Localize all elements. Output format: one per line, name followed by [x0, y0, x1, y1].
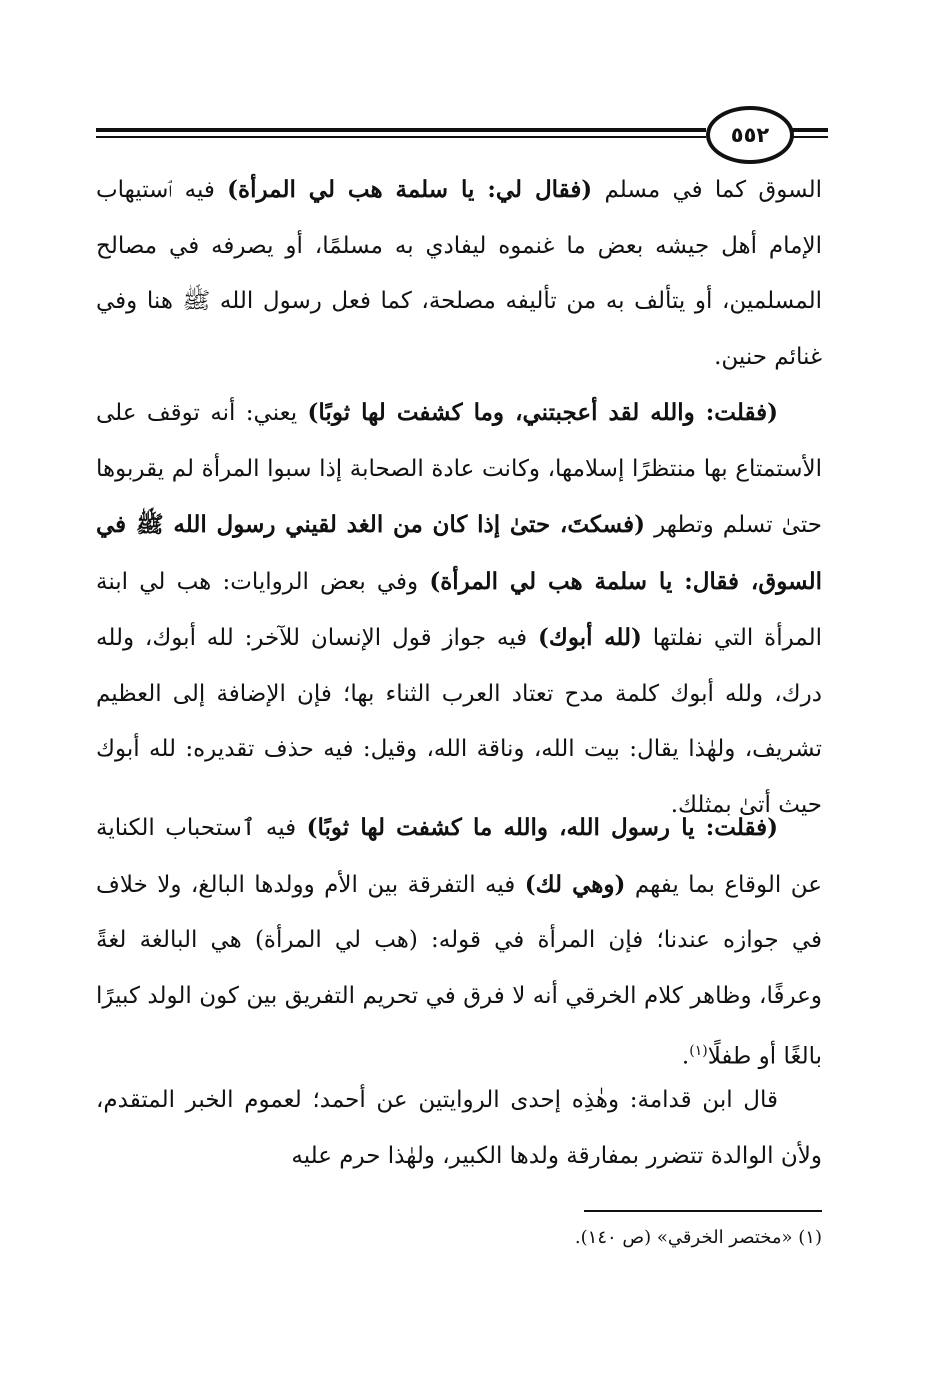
paragraph-1-text-2: فيه ٱستيهاب الإمام أهل جيشه بعض ما غنموه ليفادي به مسلمًا، أو يصرفه في مصالح المسلمين، أو يتألف به من تأليفه مصلحة، كما فعل رسول الله ﷺ هنا وفي غنائم حنين.: [96, 177, 822, 370]
paragraph-4: [96, 1073, 822, 1184]
paragraph-1: [96, 162, 822, 385]
paragraph-3-text-1: فيه ٱستحباب الكناية عن الوقاع بما يفهم: [96, 815, 822, 898]
paragraph-2-text-2: وفي بعض الروايات: هب لي ابنة المرأة التي نفلتها: [96, 568, 822, 651]
header-rule-thick: [96, 128, 706, 132]
header-rule-right-thick: [791, 128, 828, 132]
paragraph-2-quote-2: (فسكتَ، حتىٰ إذا كان من الغد لقيني رسول الله ﷺ في السوق، فقال: يا سلمة هب لي المرأة): [96, 511, 822, 595]
header-rule-thin: [96, 136, 706, 138]
paragraph-1-quote-1: (فقال لي: يا سلمة هب لي المرأة): [227, 176, 593, 203]
paragraph-4-text-1: قال ابن قدامة: وهٰذِه إحدى الروايتين عن أحمد؛ لعموم الخبر المتقدم، ولأن الوالدة تتضرر بمفارقة ولدها الكبير، ولهٰذا حرم عليه: [96, 1087, 822, 1169]
paragraph-3-quote-1: (فقلت: يا رسول الله، والله ما كشفت لها ثوبًا): [306, 814, 778, 841]
paragraph-3: [96, 800, 822, 1085]
footnote-reference[interactable]: (١): [689, 1043, 708, 1059]
paragraph-2-quote-3: (لله أبوك): [538, 624, 642, 651]
paragraph-1-text-1: السوق كما في مسلم: [592, 177, 822, 203]
footnote: (١) «مختصر الخرقي» (ص ١٤٠).: [574, 1227, 822, 1248]
paragraph-3-text-2: فيه التفرقة بين الأم وولدها البالغ، ولا خلاف في جوازه عندنا؛ فإن المرأة في قوله: (هب لي المرأة) هي البالغة لغةً وعرفًا، وظاهر كلام الخرقي أنه لا فرق في تحريم التفريق بين كون الولد كبيرًا بالغًا أو طفلًا: [96, 871, 822, 1070]
paragraph-3-text-3: .: [681, 1043, 690, 1070]
paragraph-2: [96, 385, 822, 833]
paragraph-2-text-3: فيه جواز قول الإنسان للآخر: لله أبوك، ولله درك، ولله أبوك كلمة مدح تعتاد العرب الثناء بها؛ فإن الإضافة إلى العظيم تشريف، ولهٰذا يقال: بيت الله، وناقة الله، وقيل: فيه حذف تقديره: لله أبوك حيث أتىٰ بمثلك.: [96, 625, 822, 818]
footnote-separator: [584, 1210, 822, 1212]
page-header: [96, 96, 828, 166]
paragraph-2-quote-1: (فقلت: والله لقد أعجبتني، وما كشفت لها ثوبًا): [307, 399, 778, 426]
paragraph-3-quote-2: (وهي لك): [524, 870, 626, 898]
page-number: ٥٥٢: [706, 106, 794, 164]
header-rule-right-thin: [791, 136, 828, 138]
paragraph-2-text-1: يعني: أنه توقف على الأستمتاع بها منتظرًا إسلامها، وكانت عادة الصحابة إذا سبوا المرأة لم يقربوها حتىٰ تسلم وتطهر: [96, 400, 822, 538]
